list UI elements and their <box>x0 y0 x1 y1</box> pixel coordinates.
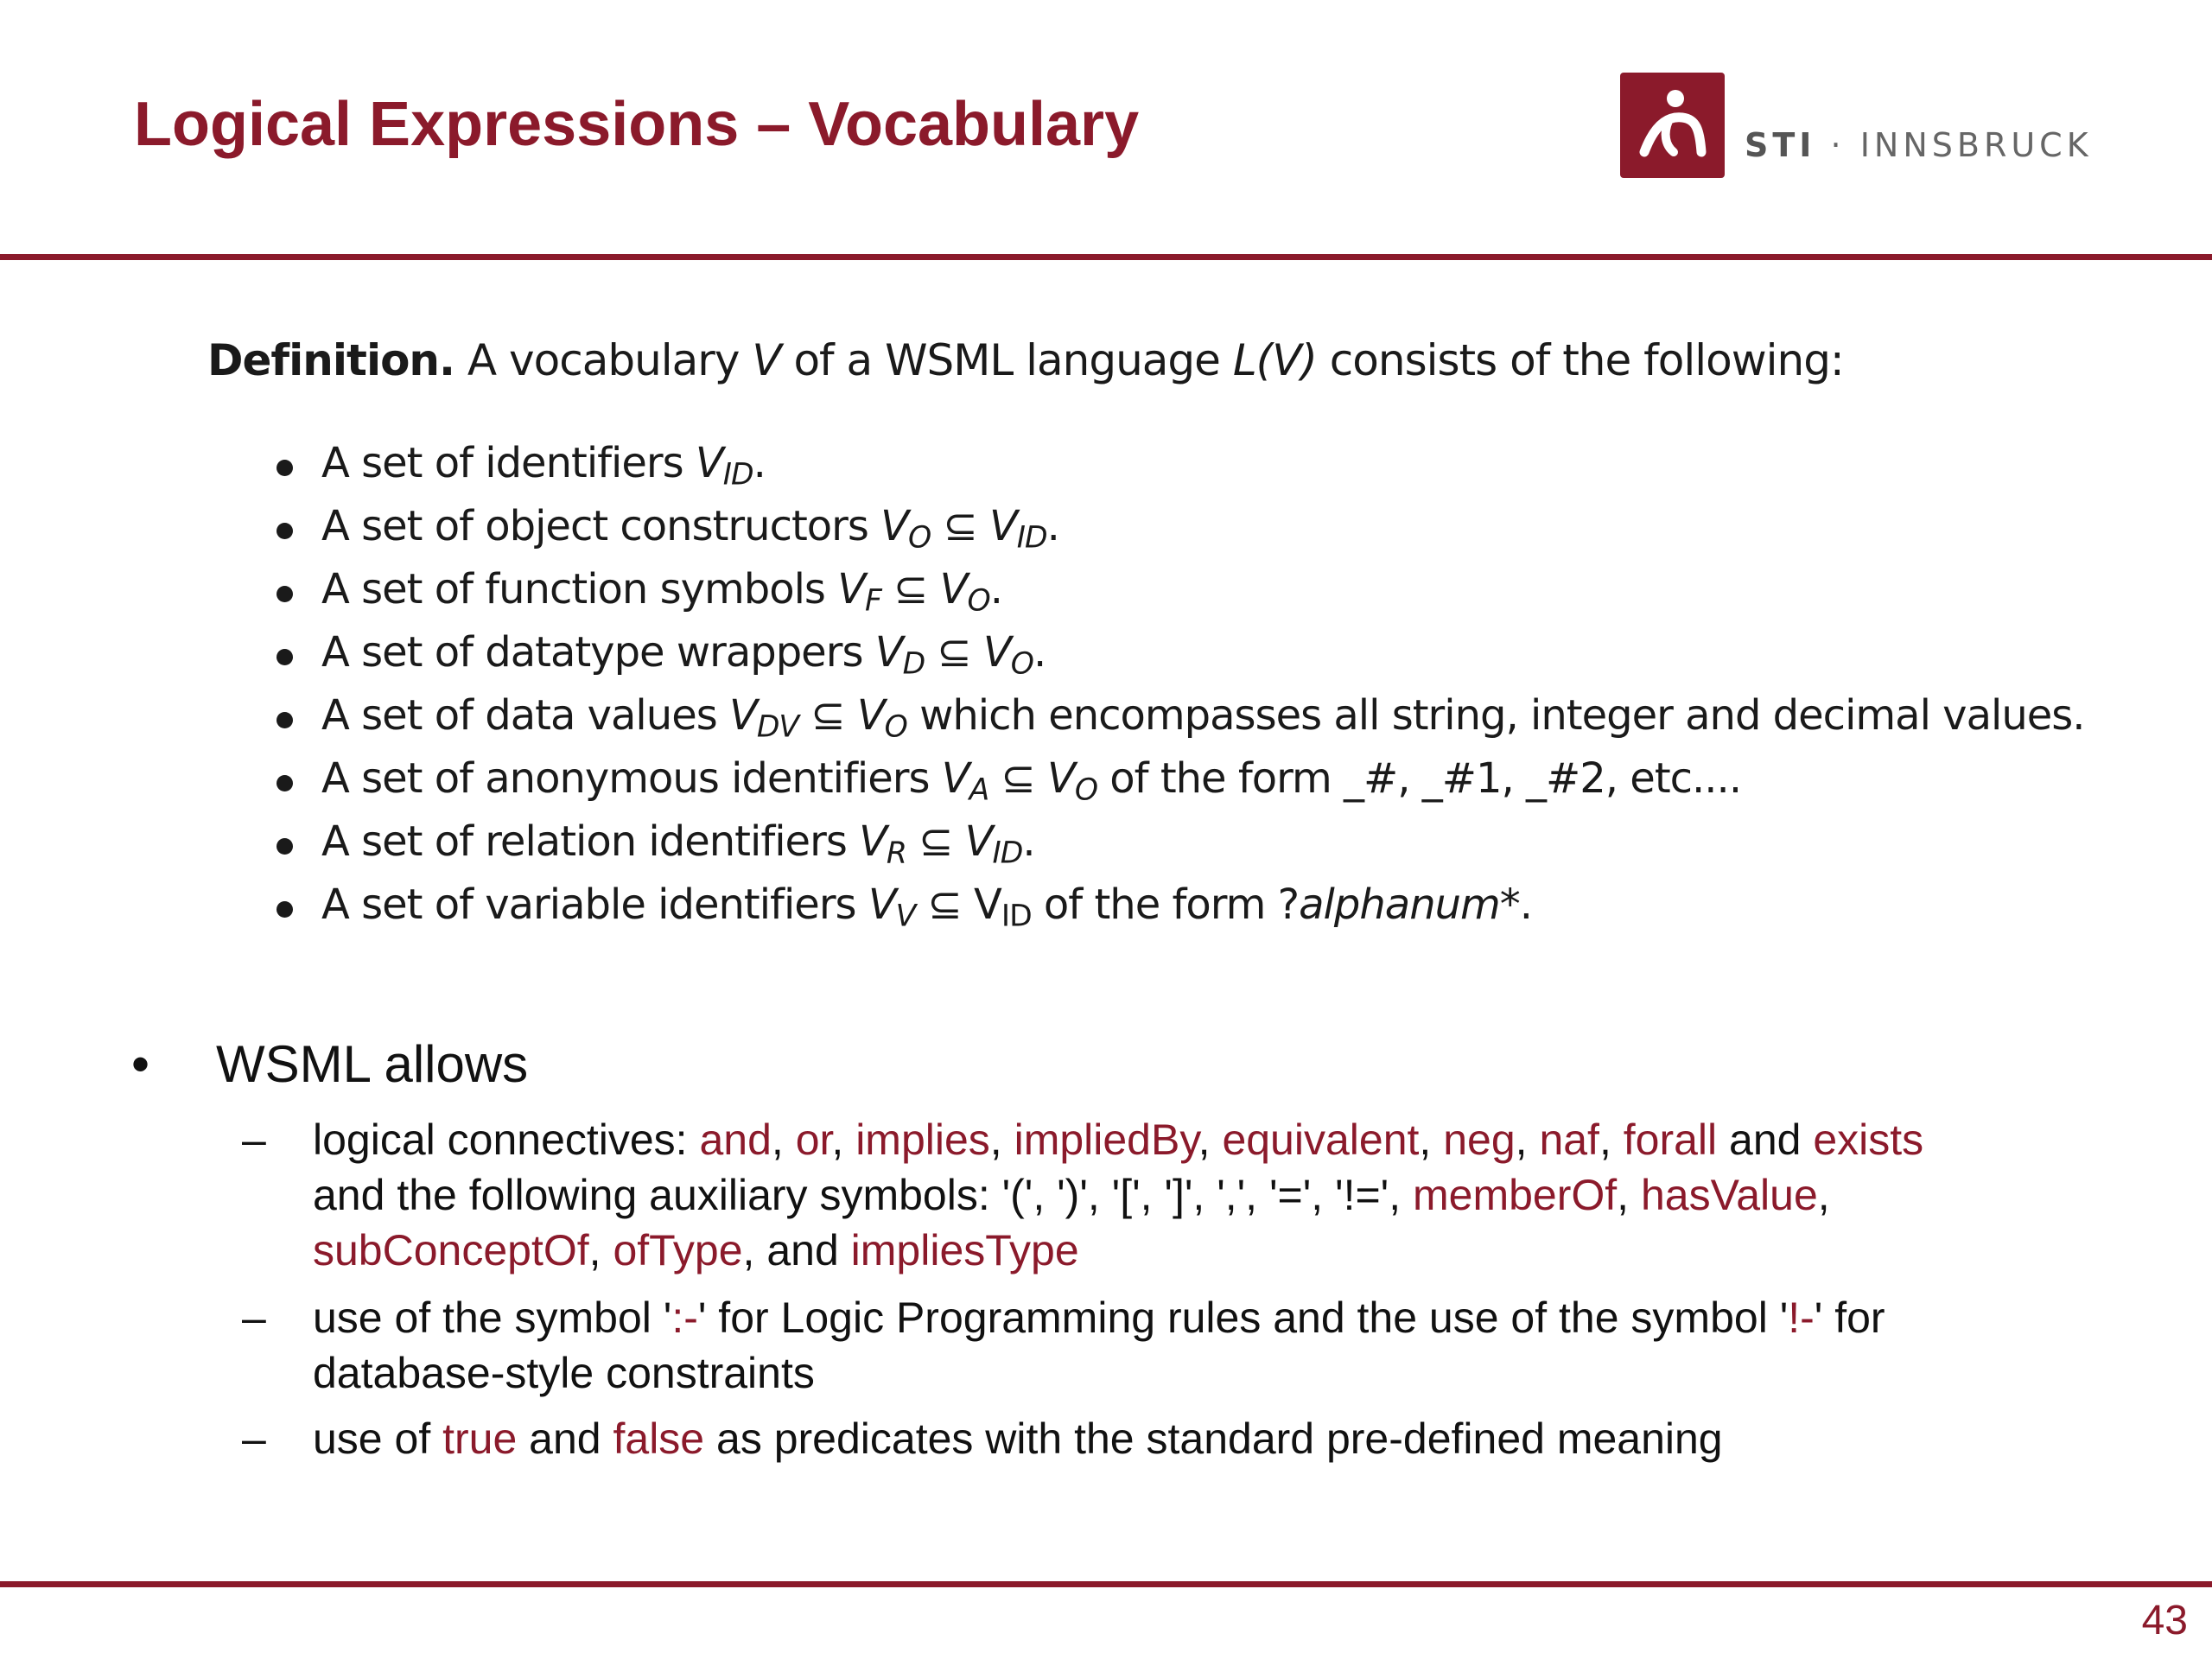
bullet-dot <box>276 649 293 665</box>
header-divider <box>0 254 2212 260</box>
sti-logo <box>1620 73 2093 180</box>
sti-logo-text: STI · INNSBRUCK <box>1745 126 2093 164</box>
sti-logo-mark <box>1620 73 1725 178</box>
main-bullet-label: WSML allows <box>216 1035 529 1093</box>
bullet-dot <box>276 901 293 918</box>
bullet-dot <box>276 523 293 539</box>
footer-divider <box>0 1581 2212 1587</box>
main-bullet-marker: • <box>131 1035 150 1093</box>
definition-statement: Definition. A vocabulary V of a WSML language L(V) consists of the following: <box>207 335 1844 385</box>
bullet-dot <box>276 712 293 728</box>
bullet-dot <box>276 775 293 791</box>
slide-title: Logical Expressions – Vocabulary <box>134 90 1140 159</box>
bullet-dot <box>276 460 293 476</box>
bullet-dot <box>276 586 293 602</box>
page-number: 43 <box>2141 1598 2188 1643</box>
bullet-dot <box>276 838 293 855</box>
